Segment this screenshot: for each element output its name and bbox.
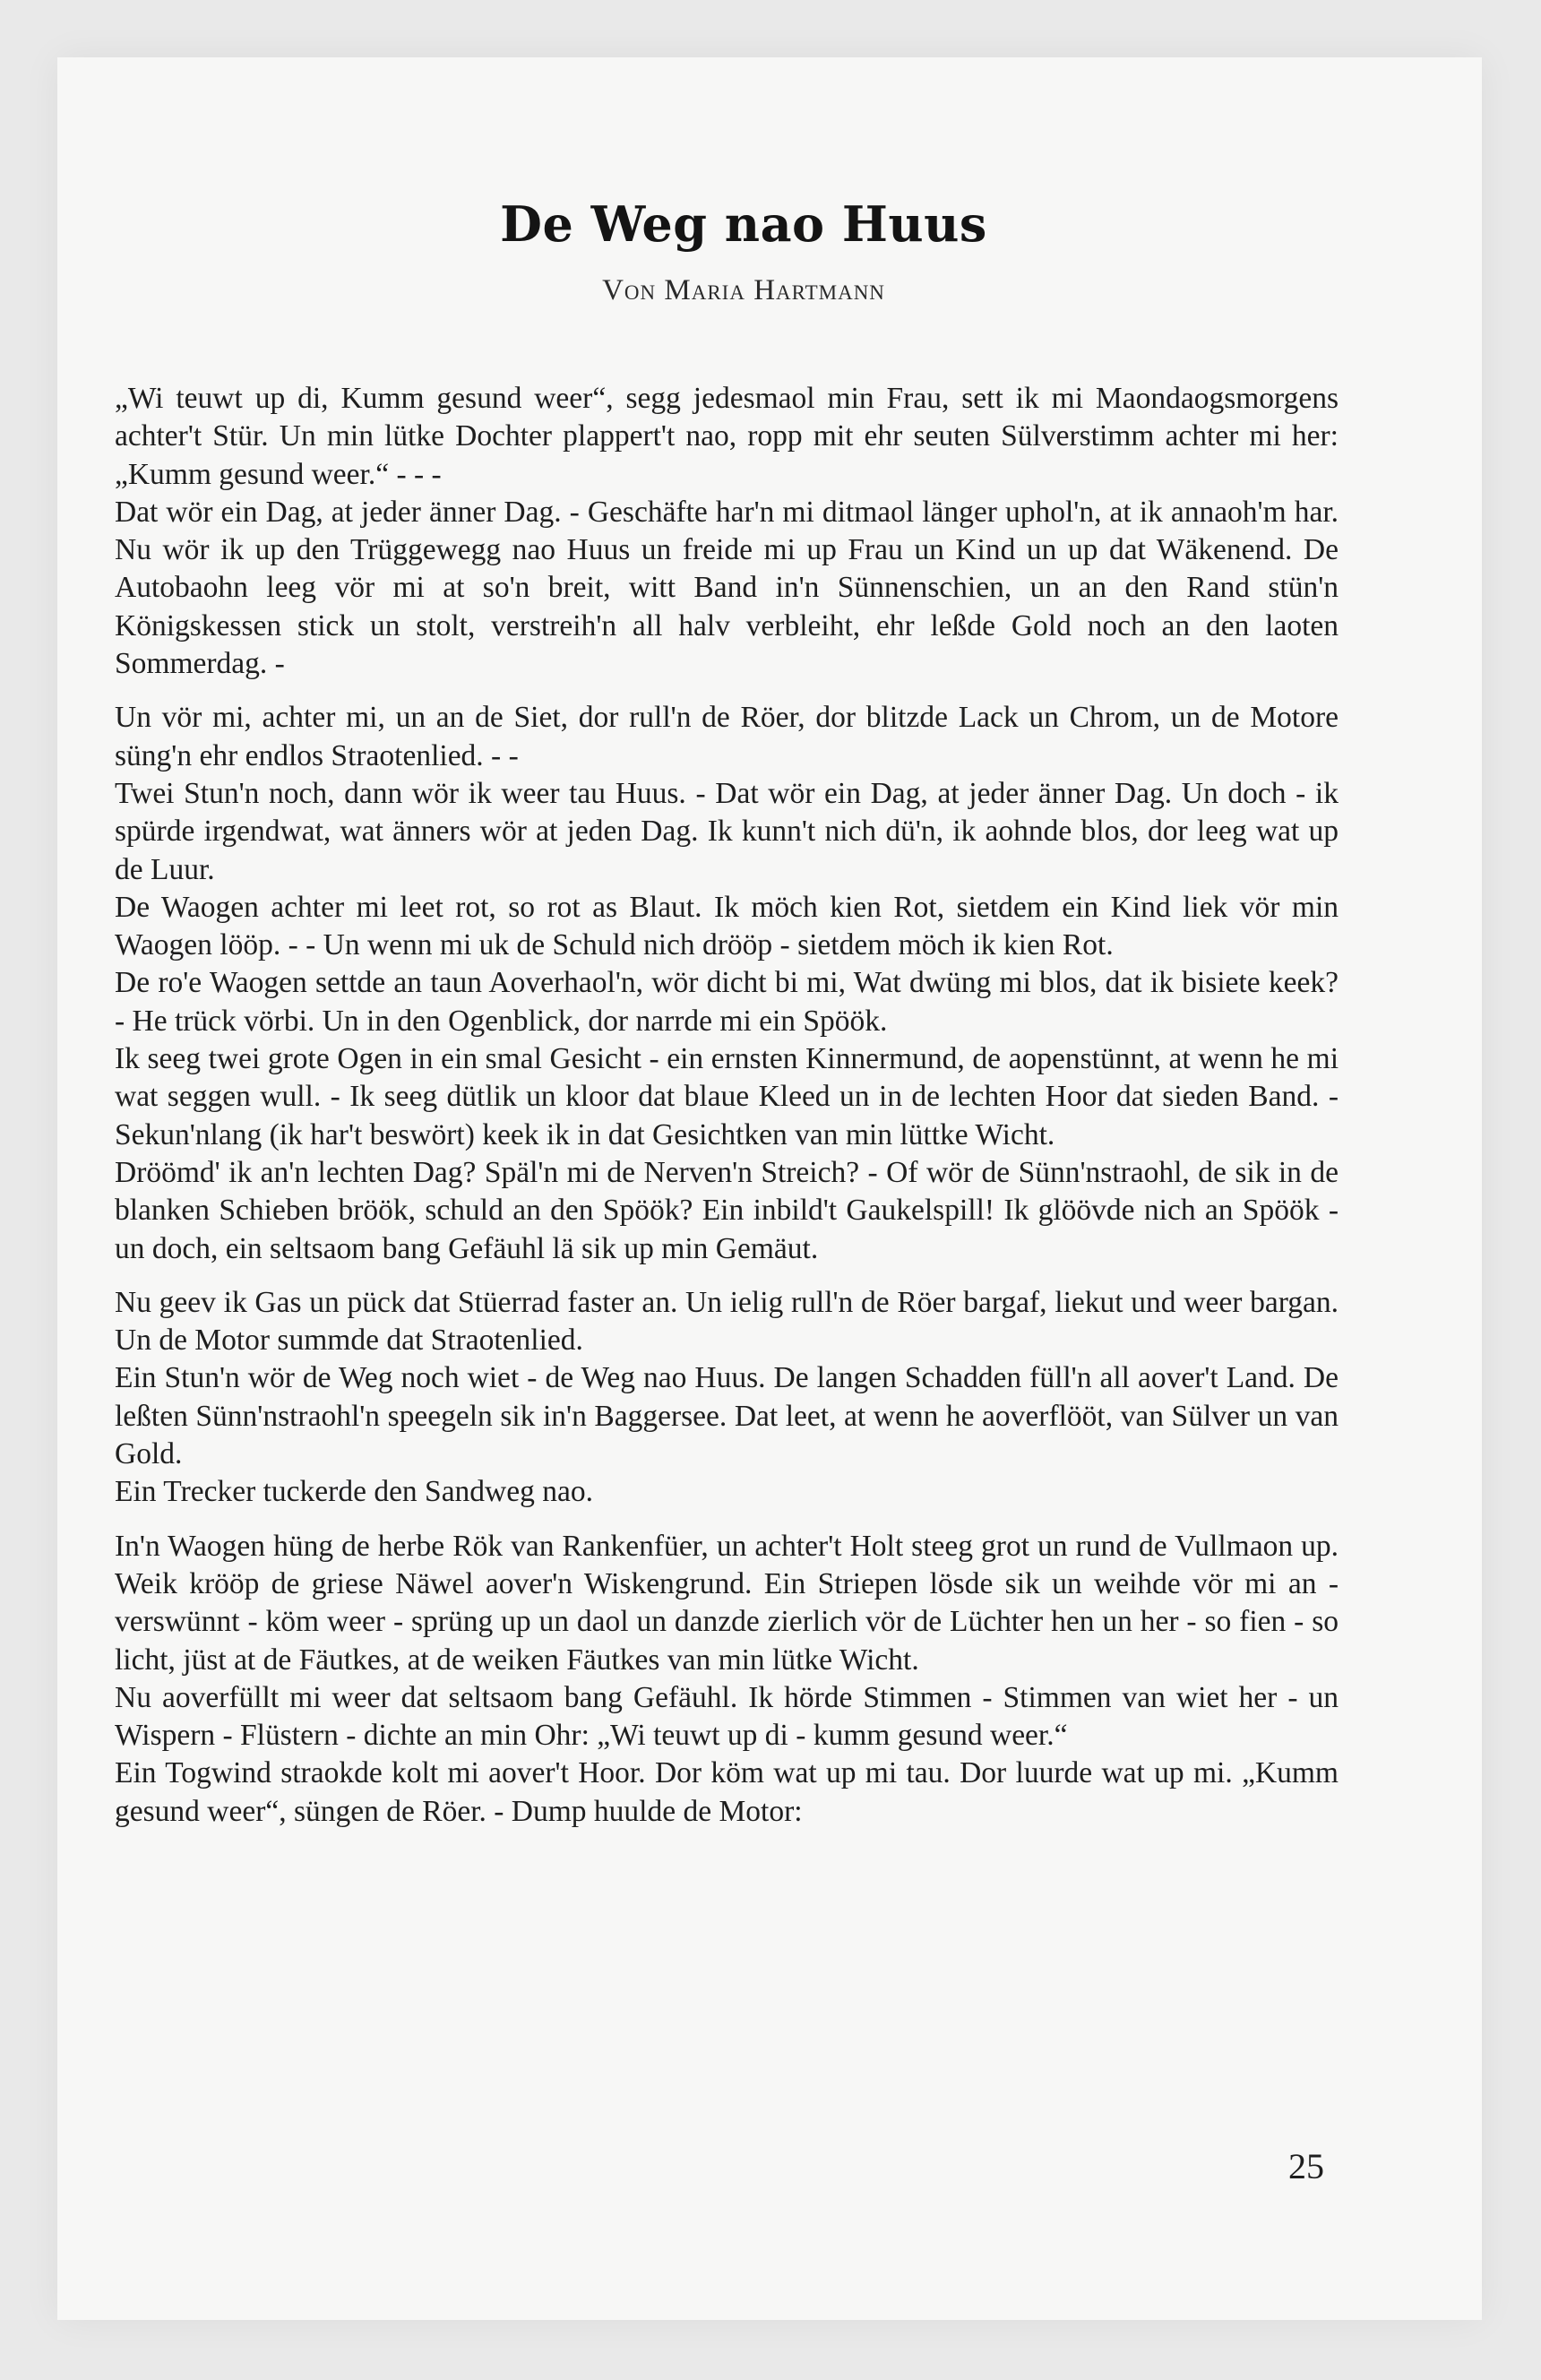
paragraph: Dat wör ein Dag, at jeder änner Dag. - Geschäfte har'n mi ditmaol länger uphol'n, at ik annaoh'm har. Nu wör ik up den Trüggewegg nao Huus un freide mi up Frau un Kind un up dat Wäkenend. De Autobaohn leeg vör mi at so'n breit, witt Band in'n Sünnenschien, un an den Rand stün'n Königskessen stick un stolt, verstreih'n all halv verbleiht, ehr leßde Gold noch an den laoten Sommerdag. - <box>115 495 1339 681</box>
paragraph: Ein Trecker tuckerde den Sandweg nao. <box>115 1475 593 1509</box>
paragraph: Nu aoverfüllt mi weer dat seltsaom bang Gefäuhl. Ik hörde Stimmen - Stimmen van wiet her - un Wispern - Flüstern - dichte an min Ohr: „Wi teuwt up di - kumm gesund weer.“ <box>115 1680 1339 1753</box>
paragraph: Ein Stun'n wör de Weg noch wiet - de Weg nao Huus. De langen Schadden füll'n all aover't Land. De leßten Sünn'nstraohl'n speegeln sik in'n Baggersee. Dat leet, at wenn he aoverflööt, van Sülver un van Gold. <box>115 1361 1339 1471</box>
paragraph: Ik seeg twei grote Ogen in ein smal Gesicht - ein ernsten Kinnermund, de aopenstünnt, at wenn he mi wat seggen wull. - Ik seeg dütlik un kloor dat blaue Kleed un in de lechten Hoor dat sieden Band. - Sekun'nlang (ik har't beswört) keek ik in dat Gesichtken van min lüttke Wicht. <box>115 1042 1339 1151</box>
page-title: De Weg nao Huus <box>500 195 987 253</box>
paragraph: De ro'e Waogen settde an taun Aoverhaol'n, wör dicht bi mi, Wat dwüng mi blos, dat ik bisiete keek? - He trück vörbi. Un in den Ogenblick, dor narrde mi ein Spöök. <box>115 966 1339 1038</box>
page-number: 25 <box>1288 2146 1324 2186</box>
paragraph: De Waogen achter mi leet rot, so rot as Blaut. Ik möch kien Rot, sietdem ein Kind liek vör min Waogen lööp. - - Un wenn mi uk de Schuld nich drööp - sietdem möch ik kien Rot. <box>115 890 1339 962</box>
paragraph: In'n Waogen hüng de herbe Rök van Rankenfüer, un achter't Holt steeg grot un rund de Vullmaon up. Weik krööp de griese Näwel aover'n Wiskengrund. Ein Striepen lösde sik un weihde vör mi an - verswünnt - köm weer - sprüng up un daol un danzde zierlich vör de Lüchter hen un her - so fien - so licht, jüst at de Fäutkes, at de weiken Fäutkes van min lütke Wicht. <box>115 1529 1339 1677</box>
paragraph: Un vör mi, achter mi, un an de Siet, dor rull'n de Röer, dor blitzde Lack un Chrom, un de Motore süng'n ehr endlos Straotenlied. - - <box>115 701 1339 772</box>
author-line: Von Maria Hartmann <box>602 274 885 306</box>
story-text <box>115 380 1339 1831</box>
paragraph: Twei Stun'n noch, dann wör ik weer tau Huus. - Dat wör ein Dag, at jeder änner Dag. Un doch - ik spürde irgendwat, wat änners wör at jeden Dag. Ik kunn't nich dü'n, ik aohnde blos, dor leeg wat up de Luur. <box>115 776 1339 886</box>
paragraph: Dröömd' ik an'n lechten Dag? Späl'n mi de Nerven'n Streich? - Of wör de Sünn'nstraohl, de sik in de blanken Schieben bröök, schuld an den Spöök? Ein inbild't Gaukelspill! Ik glöövde nich an Spöök - un doch, ein seltsaom bang Gefäuhl lä sik up min Gemäut. <box>115 1155 1339 1265</box>
paragraph: Nu geev ik Gas un pück dat Stüerrad faster an. Un ielig rull'n de Röer bargaf, liekut und weer bargan. Un de Motor summde dat Straotenlied. <box>115 1285 1339 1358</box>
paragraph: Ein Togwind straokde kolt mi aover't Hoor. Dor köm wat up mi tau. Dor luurde wat up mi. „Kumm gesund weer“, süngen de Röer. - Dump huulde de Motor: <box>115 1756 1339 1828</box>
paragraph: „Wi teuwt up di, Kumm gesund weer“, segg jedesmaol min Frau, sett ik mi Maondaogsmorgens achter't Stür. Un min lütke Dochter plappert't nao, ropp mit ehr seuten Sülverstimm achter mi her: „Kumm gesund weer.“ - - - <box>115 382 1339 491</box>
